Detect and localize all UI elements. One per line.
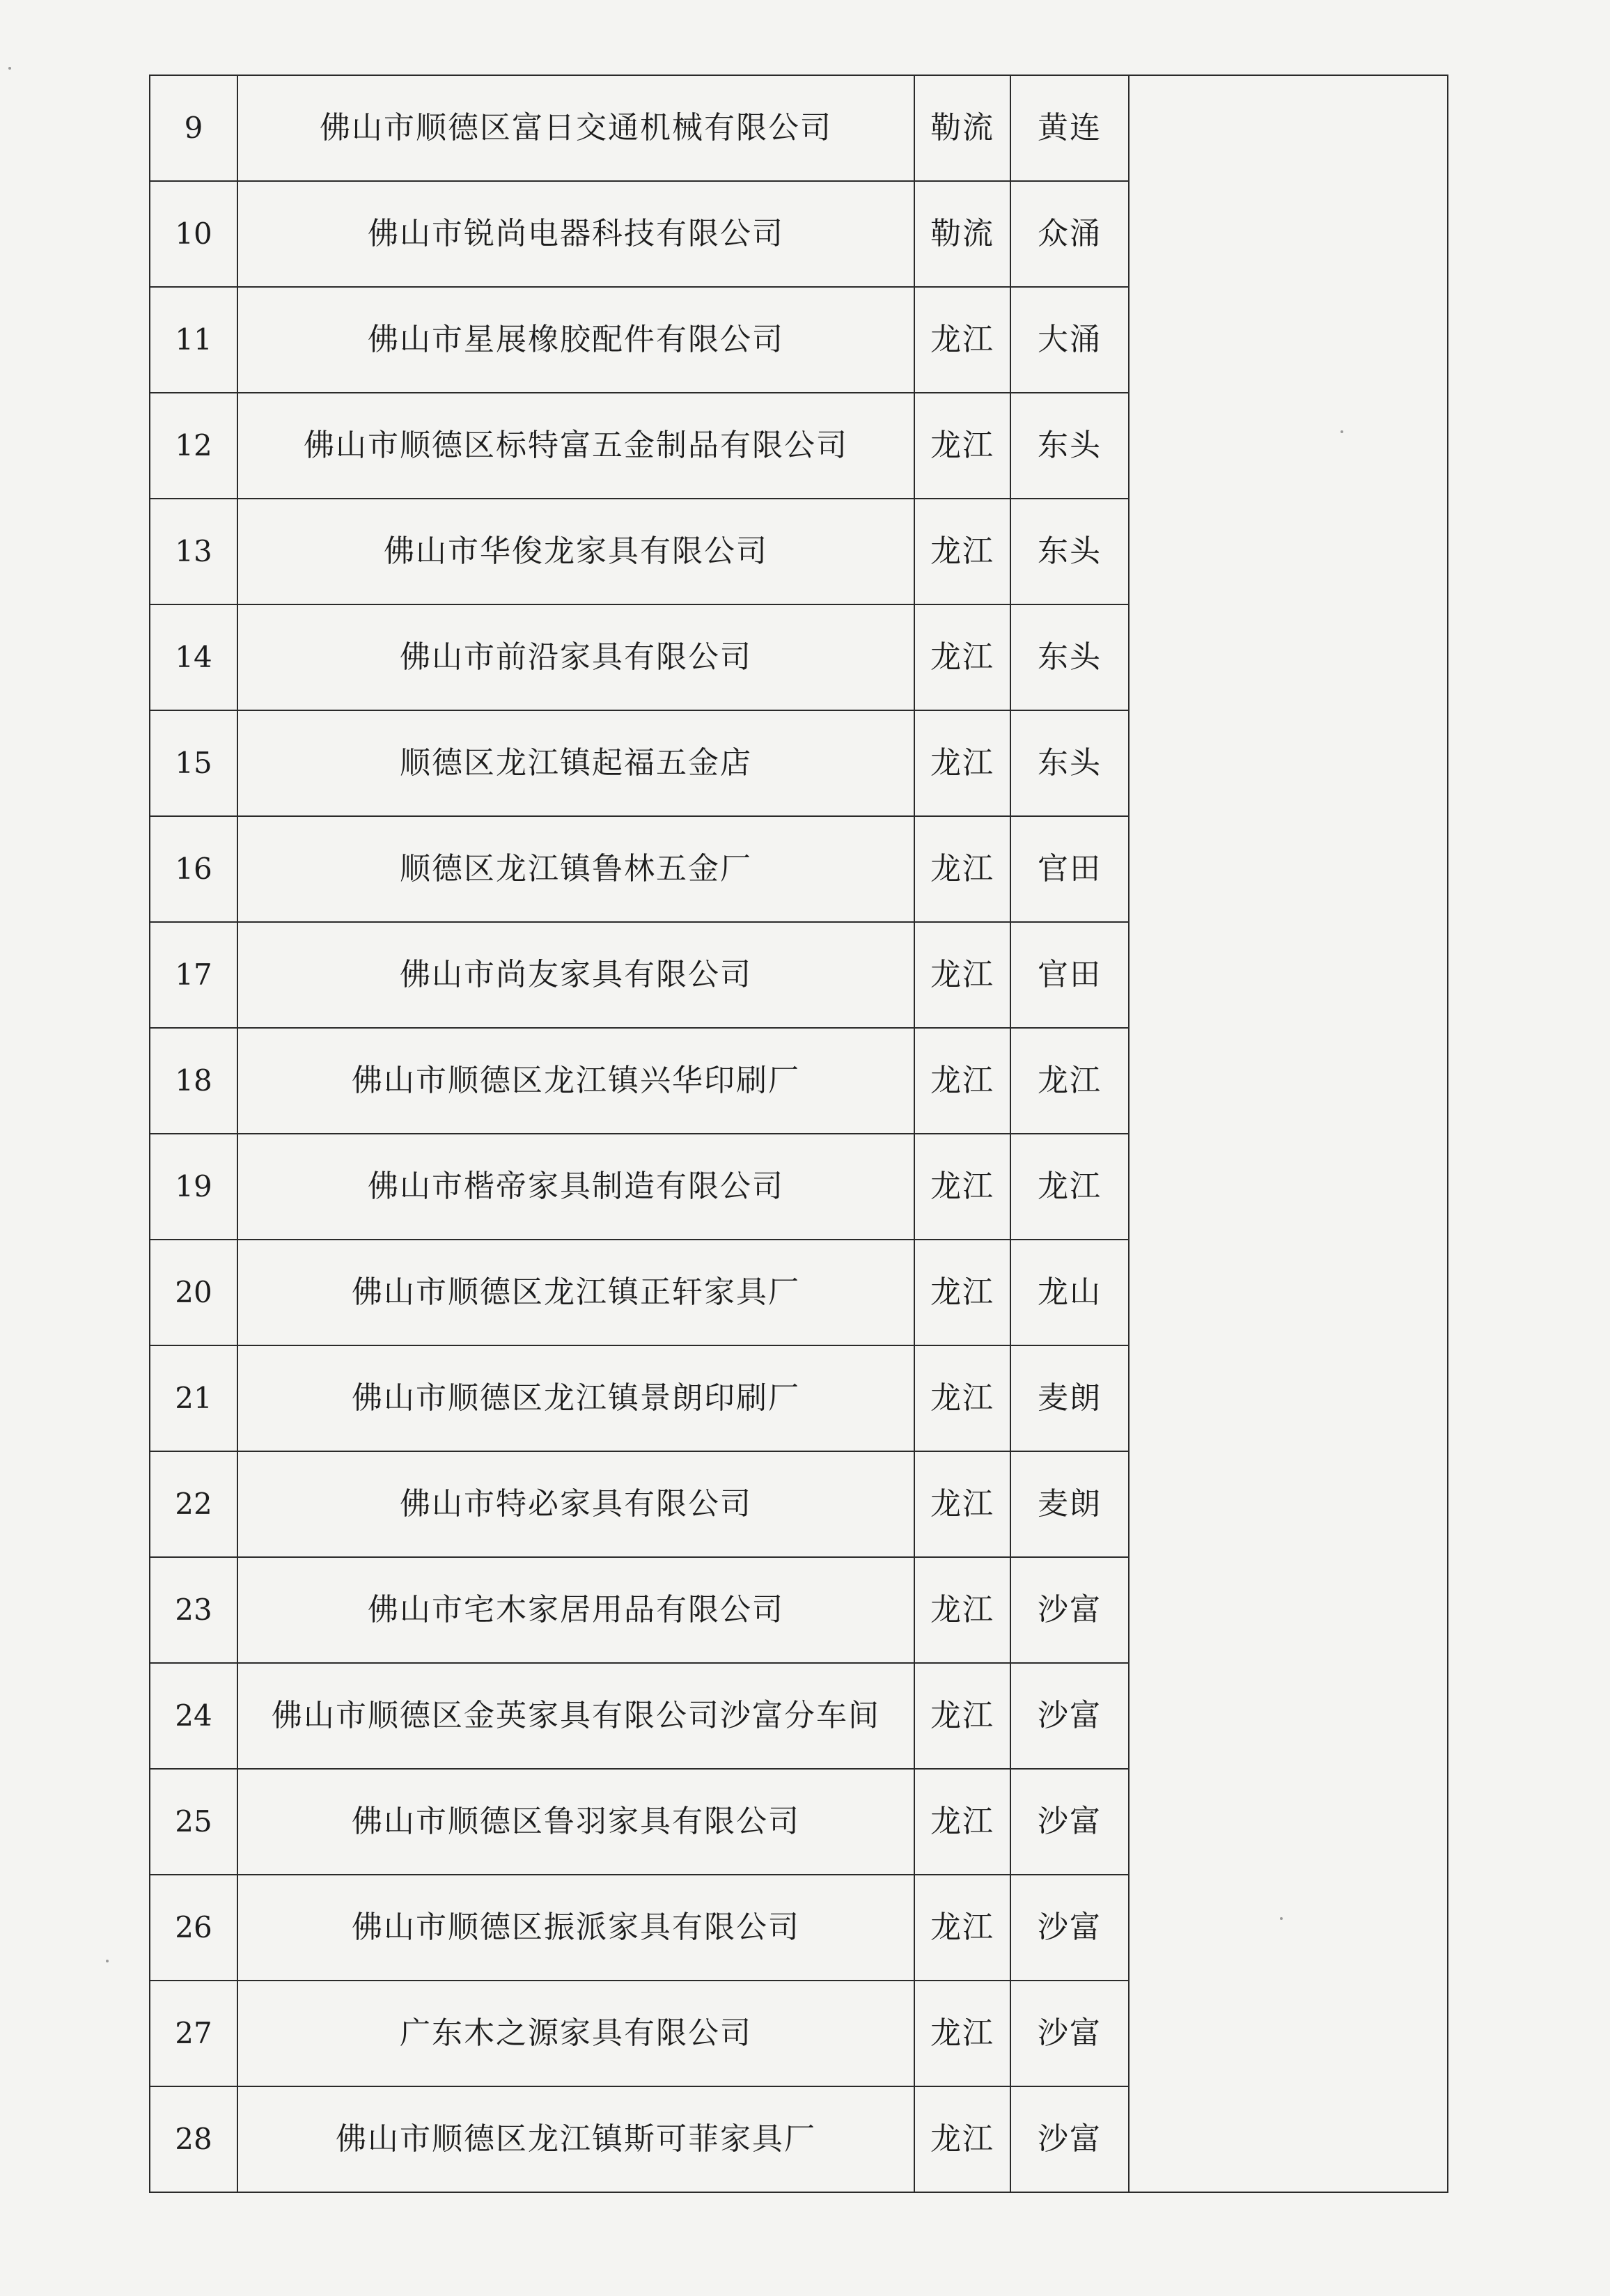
table-row: [150, 1240, 1448, 1345]
company-name: 佛山市顺德区标特富五金制品有限公司: [237, 393, 914, 499]
town-name: 龙江: [914, 287, 1010, 393]
remark-cell: [1129, 1451, 1448, 1557]
village-name: 东头: [1010, 393, 1129, 499]
remark-cell: [1129, 816, 1448, 922]
town-name: 勒流: [914, 181, 1010, 287]
row-number: 22: [150, 1451, 237, 1557]
village-name: 龙江: [1010, 1028, 1129, 1134]
row-number: 12: [150, 393, 237, 499]
remark-cell: [1129, 922, 1448, 1028]
table-row: [150, 1134, 1448, 1240]
remark-cell: [1129, 710, 1448, 816]
village-name: 沙富: [1010, 1875, 1129, 1981]
remark-cell: [1129, 181, 1448, 287]
village-name: 沙富: [1010, 1557, 1129, 1663]
town-name: 龙江: [914, 710, 1010, 816]
town-name: 龙江: [914, 499, 1010, 604]
company-name: 佛山市星展橡胶配件有限公司: [237, 287, 914, 393]
town-name: 龙江: [914, 2086, 1010, 2192]
table-row: [150, 816, 1448, 922]
village-name: 东头: [1010, 604, 1129, 710]
village-name: 东头: [1010, 499, 1129, 604]
company-name: 佛山市顺德区鲁羽家具有限公司: [237, 1769, 914, 1875]
company-name: 佛山市锐尚电器科技有限公司: [237, 181, 914, 287]
town-name: 龙江: [914, 1134, 1010, 1240]
remark-cell: [1129, 287, 1448, 393]
company-name: 佛山市华俊龙家具有限公司: [237, 499, 914, 604]
town-name: 龙江: [914, 1981, 1010, 2086]
row-number: 11: [150, 287, 237, 393]
table-row: [150, 1451, 1448, 1557]
company-name: 顺德区龙江镇鲁林五金厂: [237, 816, 914, 922]
town-name: 龙江: [914, 1451, 1010, 1557]
town-name: 龙江: [914, 816, 1010, 922]
village-name: 麦朗: [1010, 1451, 1129, 1557]
table-row: [150, 393, 1448, 499]
village-name: 官田: [1010, 922, 1129, 1028]
remark-cell: [1129, 1769, 1448, 1875]
table-row: [150, 181, 1448, 287]
row-number: 28: [150, 2086, 237, 2192]
table-row: [150, 1663, 1448, 1769]
company-name: 佛山市顺德区龙江镇景朗印刷厂: [237, 1345, 914, 1451]
village-name: 黄连: [1010, 75, 1129, 181]
row-number: 18: [150, 1028, 237, 1134]
village-name: 沙富: [1010, 1769, 1129, 1875]
town-name: 龙江: [914, 1345, 1010, 1451]
town-name: 龙江: [914, 1663, 1010, 1769]
company-name: 佛山市顺德区龙江镇正轩家具厂: [237, 1240, 914, 1345]
village-name: 龙江: [1010, 1134, 1129, 1240]
remark-cell: [1129, 2086, 1448, 2192]
town-name: 龙江: [914, 1557, 1010, 1663]
town-name: 龙江: [914, 1875, 1010, 1981]
row-number: 14: [150, 604, 237, 710]
remark-cell: [1129, 1875, 1448, 1981]
company-name: 佛山市特必家具有限公司: [237, 1451, 914, 1557]
table-row: [150, 499, 1448, 604]
table-row: [150, 710, 1448, 816]
row-number: 26: [150, 1875, 237, 1981]
company-name: 顺德区龙江镇起福五金店: [237, 710, 914, 816]
table-row: [150, 287, 1448, 393]
scan-speck: [106, 1960, 109, 1962]
company-name: 佛山市顺德区金英家具有限公司沙富分车间: [237, 1663, 914, 1769]
remark-cell: [1129, 1345, 1448, 1451]
table-row: [150, 922, 1448, 1028]
row-number: 19: [150, 1134, 237, 1240]
remark-cell: [1129, 604, 1448, 710]
company-table: [149, 75, 1448, 2193]
row-number: 21: [150, 1345, 237, 1451]
town-name: 龙江: [914, 1028, 1010, 1134]
remark-cell: [1129, 393, 1448, 499]
remark-cell: [1129, 1663, 1448, 1769]
company-name: 佛山市顺德区龙江镇斯可菲家具厂: [237, 2086, 914, 2192]
row-number: 24: [150, 1663, 237, 1769]
table-row: [150, 1557, 1448, 1663]
table-row: [150, 604, 1448, 710]
town-name: 龙江: [914, 393, 1010, 499]
company-name: 佛山市顺德区富日交通机械有限公司: [237, 75, 914, 181]
table-row: [150, 1028, 1448, 1134]
village-name: 众涌: [1010, 181, 1129, 287]
company-table-body: [150, 75, 1448, 2192]
remark-cell: [1129, 1240, 1448, 1345]
row-number: 23: [150, 1557, 237, 1663]
remark-cell: [1129, 1981, 1448, 2086]
row-number: 20: [150, 1240, 237, 1345]
village-name: 龙山: [1010, 1240, 1129, 1345]
row-number: 27: [150, 1981, 237, 2086]
town-name: 龙江: [914, 922, 1010, 1028]
table-row: [150, 1981, 1448, 2086]
row-number: 17: [150, 922, 237, 1028]
village-name: 大涌: [1010, 287, 1129, 393]
village-name: 麦朗: [1010, 1345, 1129, 1451]
scan-speck: [8, 67, 11, 70]
village-name: 沙富: [1010, 1663, 1129, 1769]
remark-cell: [1129, 499, 1448, 604]
table-row: [150, 1345, 1448, 1451]
row-number: 9: [150, 75, 237, 181]
row-number: 25: [150, 1769, 237, 1875]
company-name: 佛山市顺德区振派家具有限公司: [237, 1875, 914, 1981]
row-number: 15: [150, 710, 237, 816]
town-name: 龙江: [914, 1769, 1010, 1875]
town-name: 龙江: [914, 604, 1010, 710]
company-name: 佛山市宅木家居用品有限公司: [237, 1557, 914, 1663]
company-name: 广东木之源家具有限公司: [237, 1981, 914, 2086]
table-row: [150, 1875, 1448, 1981]
village-name: 东头: [1010, 710, 1129, 816]
remark-cell: [1129, 75, 1448, 181]
village-name: 沙富: [1010, 1981, 1129, 2086]
row-number: 16: [150, 816, 237, 922]
town-name: 龙江: [914, 1240, 1010, 1345]
company-name: 佛山市前沿家具有限公司: [237, 604, 914, 710]
company-name: 佛山市尚友家具有限公司: [237, 922, 914, 1028]
remark-cell: [1129, 1134, 1448, 1240]
company-name: 佛山市顺德区龙江镇兴华印刷厂: [237, 1028, 914, 1134]
table-row: [150, 1769, 1448, 1875]
remark-cell: [1129, 1557, 1448, 1663]
remark-cell: [1129, 1028, 1448, 1134]
village-name: 官田: [1010, 816, 1129, 922]
table-row: [150, 75, 1448, 181]
row-number: 10: [150, 181, 237, 287]
company-name: 佛山市楷帝家具制造有限公司: [237, 1134, 914, 1240]
table-row: [150, 2086, 1448, 2192]
village-name: 沙富: [1010, 2086, 1129, 2192]
town-name: 勒流: [914, 75, 1010, 181]
row-number: 13: [150, 499, 237, 604]
